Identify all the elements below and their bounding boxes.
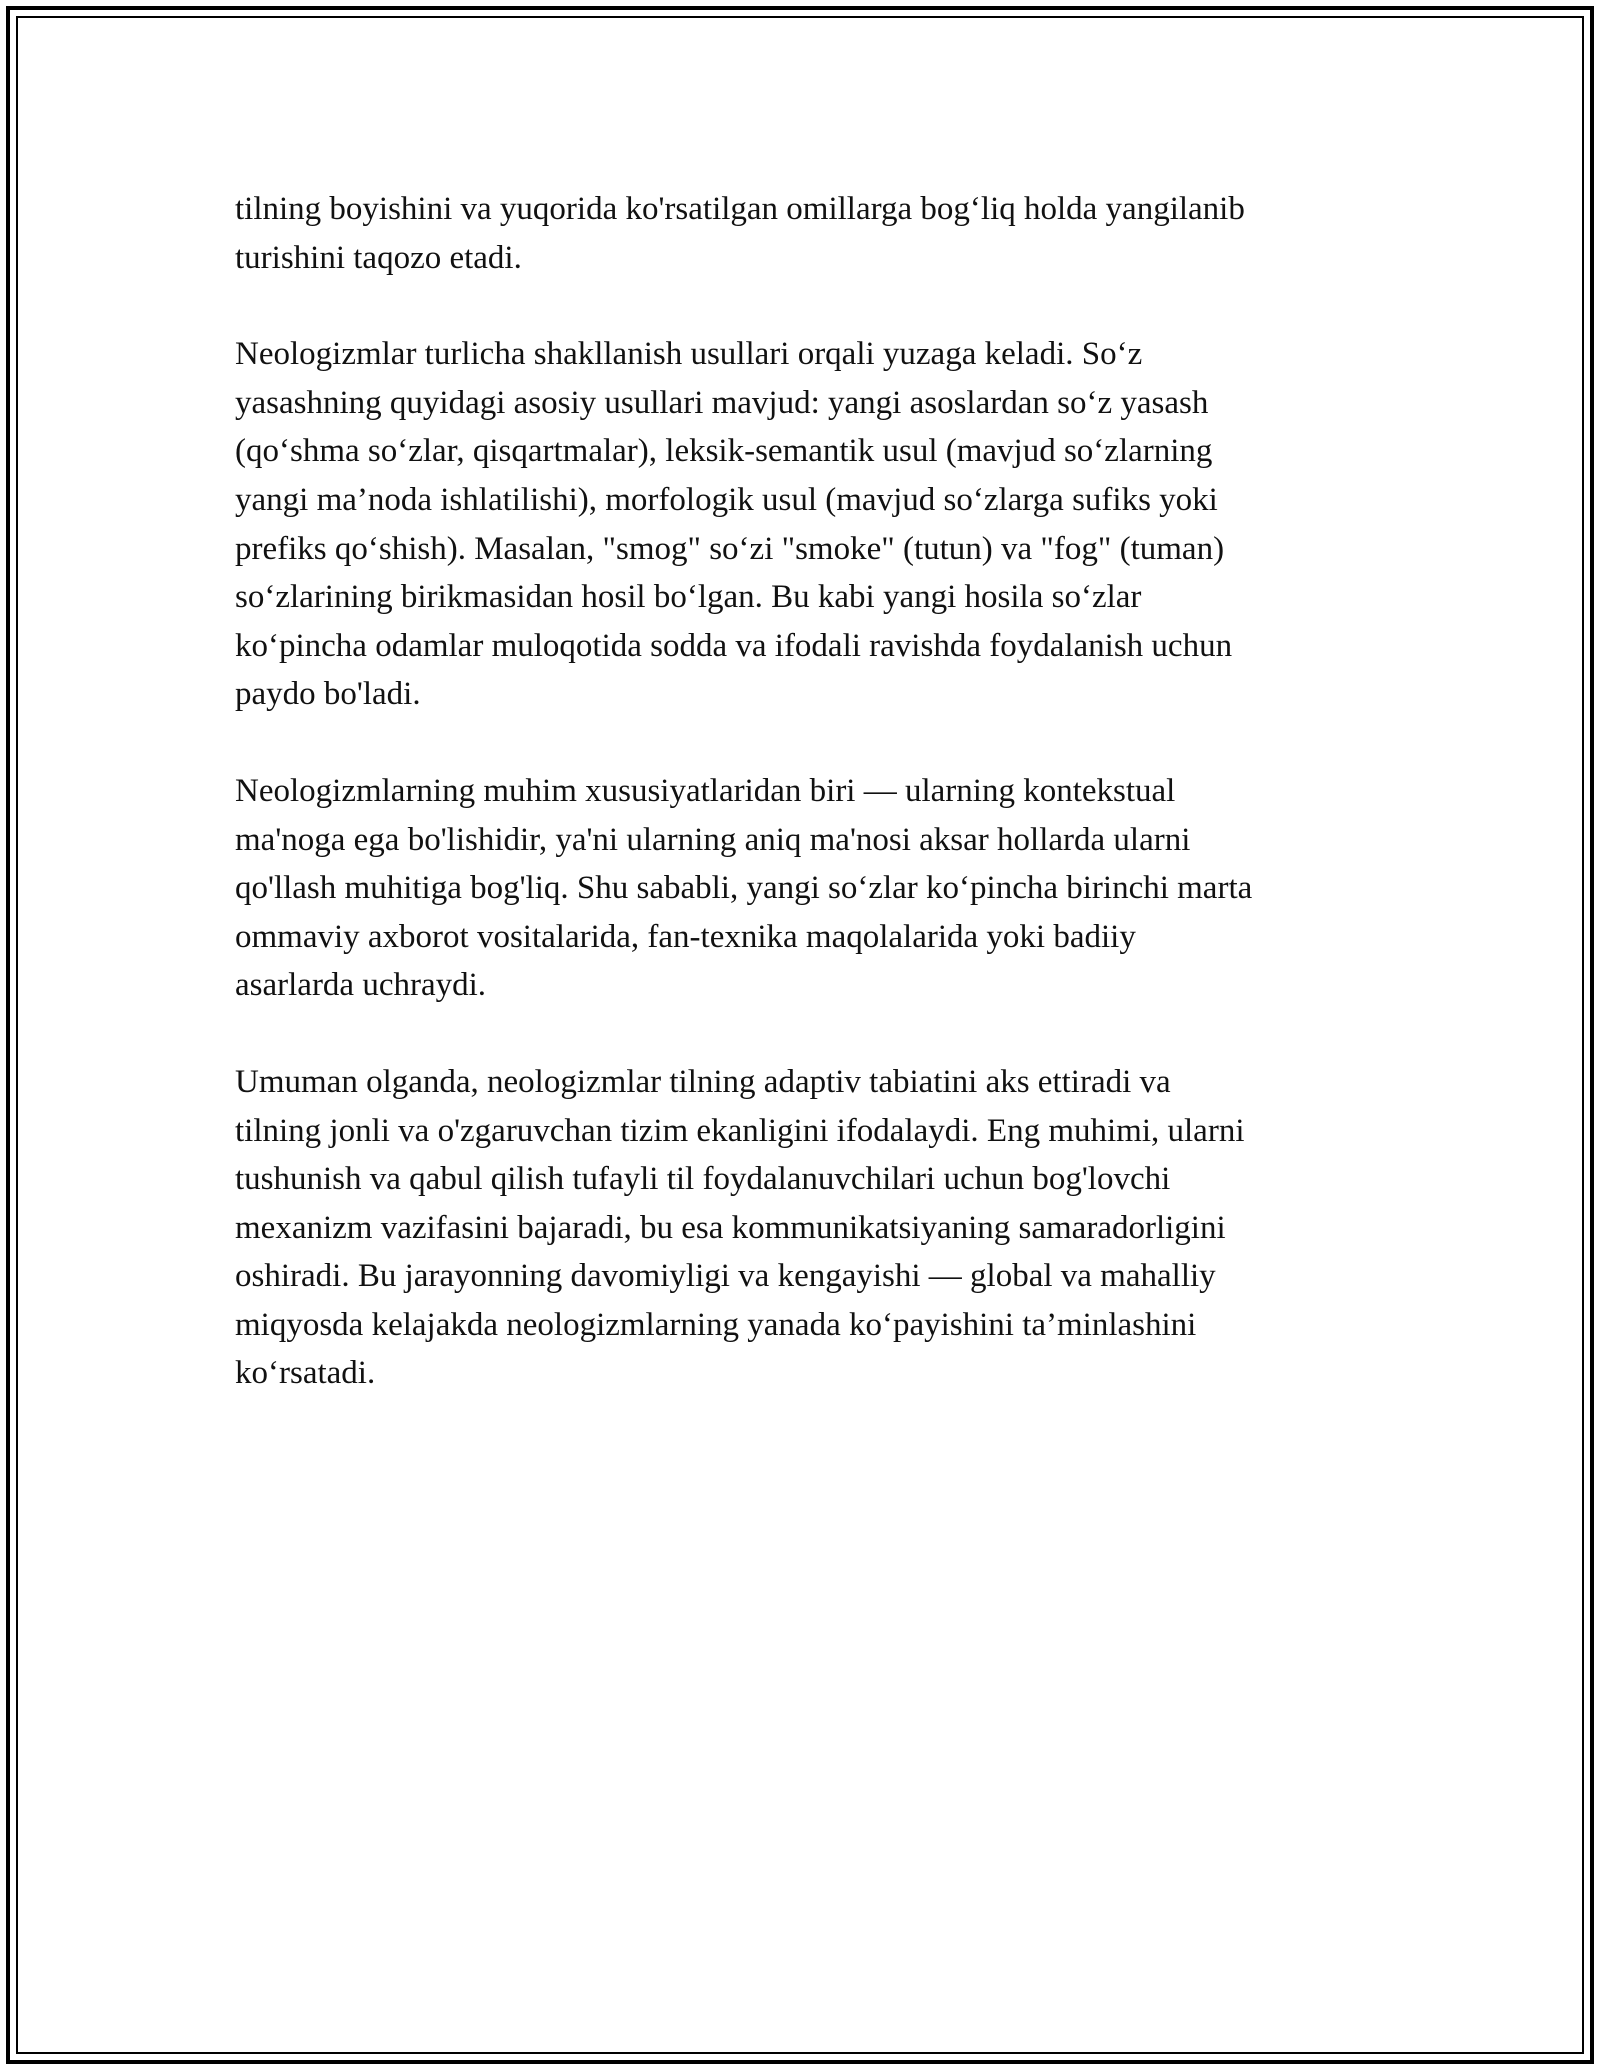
- text-line: tushunish va qabul qilish tufayli til foydalanuvchilari uchun bog'lovchi: [235, 1161, 1171, 1198]
- text-line: ko‘pincha odamlar muloqotida sodda va ifodali ravishda foydalanish uchun: [235, 627, 1233, 664]
- paragraph-2: [235, 330, 1385, 719]
- text-line: Neologizmlar turlicha shakllanish usullari orqali yuzaga keladi. So‘z: [235, 336, 1143, 373]
- text-line: paydo bo'ladi.: [235, 676, 421, 713]
- text-line: tilning boyishini va yuqorida ko'rsatilgan omillarga bog‘liq holda yangilanib: [235, 191, 1245, 227]
- text-line: mexanizm vazifasini bajaradi, bu esa kommunikatsiyaning samaradorligini: [235, 1209, 1226, 1246]
- text-line: ma'noga ega bo'lishidir, ya'ni ularning aniq ma'nosi aksar hollarda ularni: [235, 821, 1191, 858]
- text-line: yangi ma’noda ishlatilishi), morfologik usul (mavjud so‘zlarga sufiks yoki: [235, 481, 1218, 518]
- text-line: oshiradi. Bu jarayonning davomiyligi va kengayishi — global va mahalliy: [235, 1258, 1216, 1295]
- text-line: ommaviy axborot vositalarida, fan-texnika maqolalarida yoki badiiy: [235, 918, 1136, 955]
- text-line: yasashning quyidagi asosiy usullari mavjud: yangi asoslardan so‘z yasash: [235, 384, 1209, 421]
- text-line: tilning jonli va o'zgaruvchan tizim ekanligini ifodalaydi. Eng muhimi, ularni: [235, 1112, 1245, 1149]
- text-line: prefiks qo‘shish). Masalan, "smog" so‘zi "smoke" (tutun) va "fog" (tuman): [235, 530, 1225, 567]
- text-line: ko‘rsatadi.: [235, 1355, 376, 1392]
- text-line: miqyosda kelajakda neologizmlarning yanada ko‘payishini ta’minlashini: [235, 1306, 1197, 1343]
- document-body: [235, 185, 1385, 1446]
- text-line: turishini taqozo etadi.: [235, 239, 522, 276]
- text-line: asarlarda uchraydi.: [235, 967, 487, 1004]
- paragraph-1: [235, 185, 1385, 282]
- text-line: so‘zlarining birikmasidan hosil bo‘lgan. Bu kabi yangi hosila so‘zlar: [235, 579, 1142, 616]
- text-line: Neologizmlarning muhim xususiyatlaridan biri — ularning kontekstual: [235, 772, 1176, 809]
- paragraph-3: [235, 767, 1385, 1010]
- paragraph-4: [235, 1058, 1385, 1398]
- text-line: (qo‘shma so‘zlar, qisqartmalar), leksik-semantik usul (mavjud so‘zlarning: [235, 433, 1213, 470]
- text-line: Umuman olganda, neologizmlar tilning adaptiv tabiatini aks ettiradi va: [235, 1063, 1171, 1100]
- text-line: qo'llash muhitiga bog'liq. Shu sababli, yangi so‘zlar ko‘pincha birinchi marta: [235, 870, 1253, 907]
